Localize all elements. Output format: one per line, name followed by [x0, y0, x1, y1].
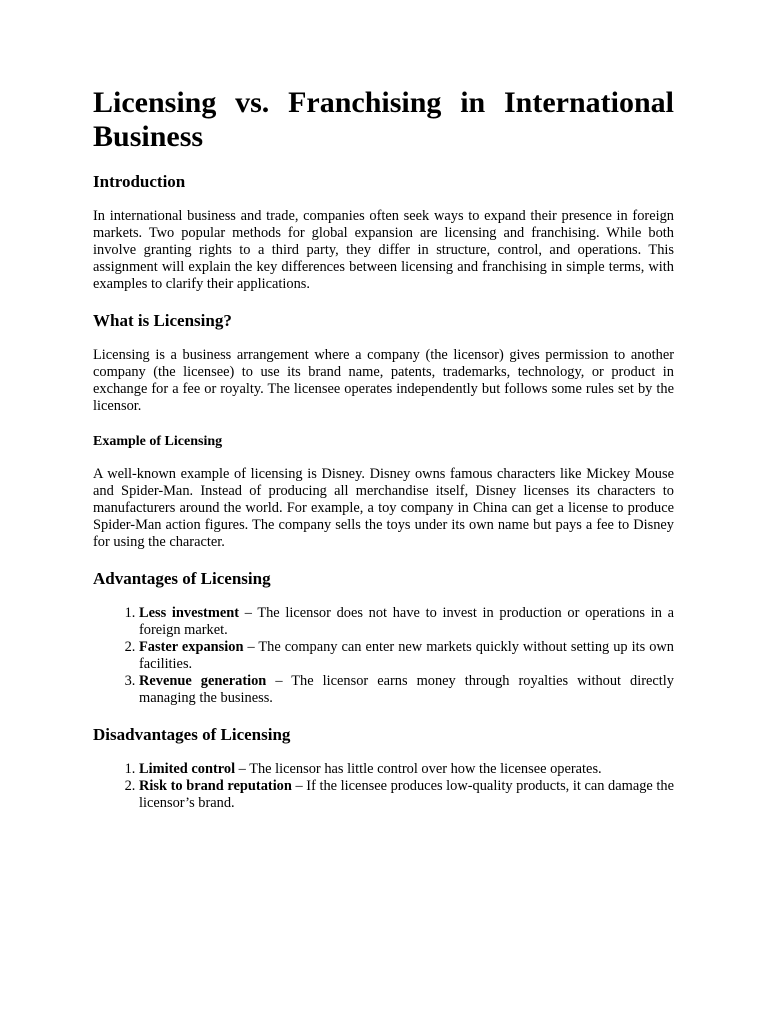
- list-item-term: Faster expansion: [139, 639, 244, 655]
- disadvantages-list: [93, 761, 674, 812]
- introduction-heading: Introduction: [93, 172, 186, 191]
- example-of-licensing-paragraph: A well-known example of licensing is Disney. Disney owns famous characters like Mickey Mouse and Spider-Man. Instead of producing all merchandise itself, Disney licenses its characters to manufacturers around the world. For example, a toy company in China can get a license to produce Spider-Man action figures. The company sells the toys under its own name but pays a fee to Disney for using the character.: [93, 466, 674, 550]
- list-item-term: Revenue generation: [139, 673, 267, 689]
- document-page: [93, 86, 674, 830]
- list-item-text: – The licensor earns money through royalties without directly managing the business.: [139, 673, 674, 706]
- advantages-heading: Advantages of Licensing: [93, 569, 271, 588]
- list-item: [139, 778, 674, 812]
- document-title-line-1: Licensing vs. Franchising in International: [93, 86, 674, 119]
- what-is-licensing-heading: What is Licensing?: [93, 311, 232, 330]
- what-is-licensing-paragraph: Licensing is a business arrangement where a company (the licensor) gives permission to another company (the licensee) to use its brand name, patents, trademarks, technology, or product in exchange for a fee or royalty. The licensee operates independently but follows some rules set by the licensor.: [93, 347, 674, 414]
- list-item-text: – The licensor has little control over how the licensee operates.: [235, 761, 602, 777]
- list-item: [139, 673, 674, 707]
- advantages-list: [93, 605, 674, 707]
- list-item: [139, 761, 674, 778]
- introduction-paragraph: In international business and trade, companies often seek ways to expand their presence in foreign markets. Two popular methods for global expansion are licensing and franchising. While both involve granting rights to a third party, they differ in structure, control, and operations. This assignment will explain the key differences between licensing and franchising in simple terms, with examples to clarify their applications.: [93, 208, 674, 292]
- example-of-licensing-heading: Example of Licensing: [93, 434, 223, 449]
- list-item: [139, 605, 674, 639]
- list-item-term: Limited control: [139, 761, 236, 777]
- list-item-term: Risk to brand reputation: [139, 778, 292, 794]
- list-item-text: – The licensor does not have to invest in production or operations in a foreign market.: [139, 605, 674, 638]
- document-title: [93, 86, 674, 154]
- list-item-term: Less investment: [139, 605, 240, 621]
- list-item: [139, 639, 674, 673]
- document-title-line-2: Business: [93, 120, 204, 153]
- list-item-text: – If the licensee produces low-quality products, it can damage the licensor’s brand.: [139, 778, 674, 811]
- disadvantages-heading: Disadvantages of Licensing: [93, 725, 291, 744]
- list-item-text: – The company can enter new markets quickly without setting up its own facilities.: [139, 639, 674, 672]
